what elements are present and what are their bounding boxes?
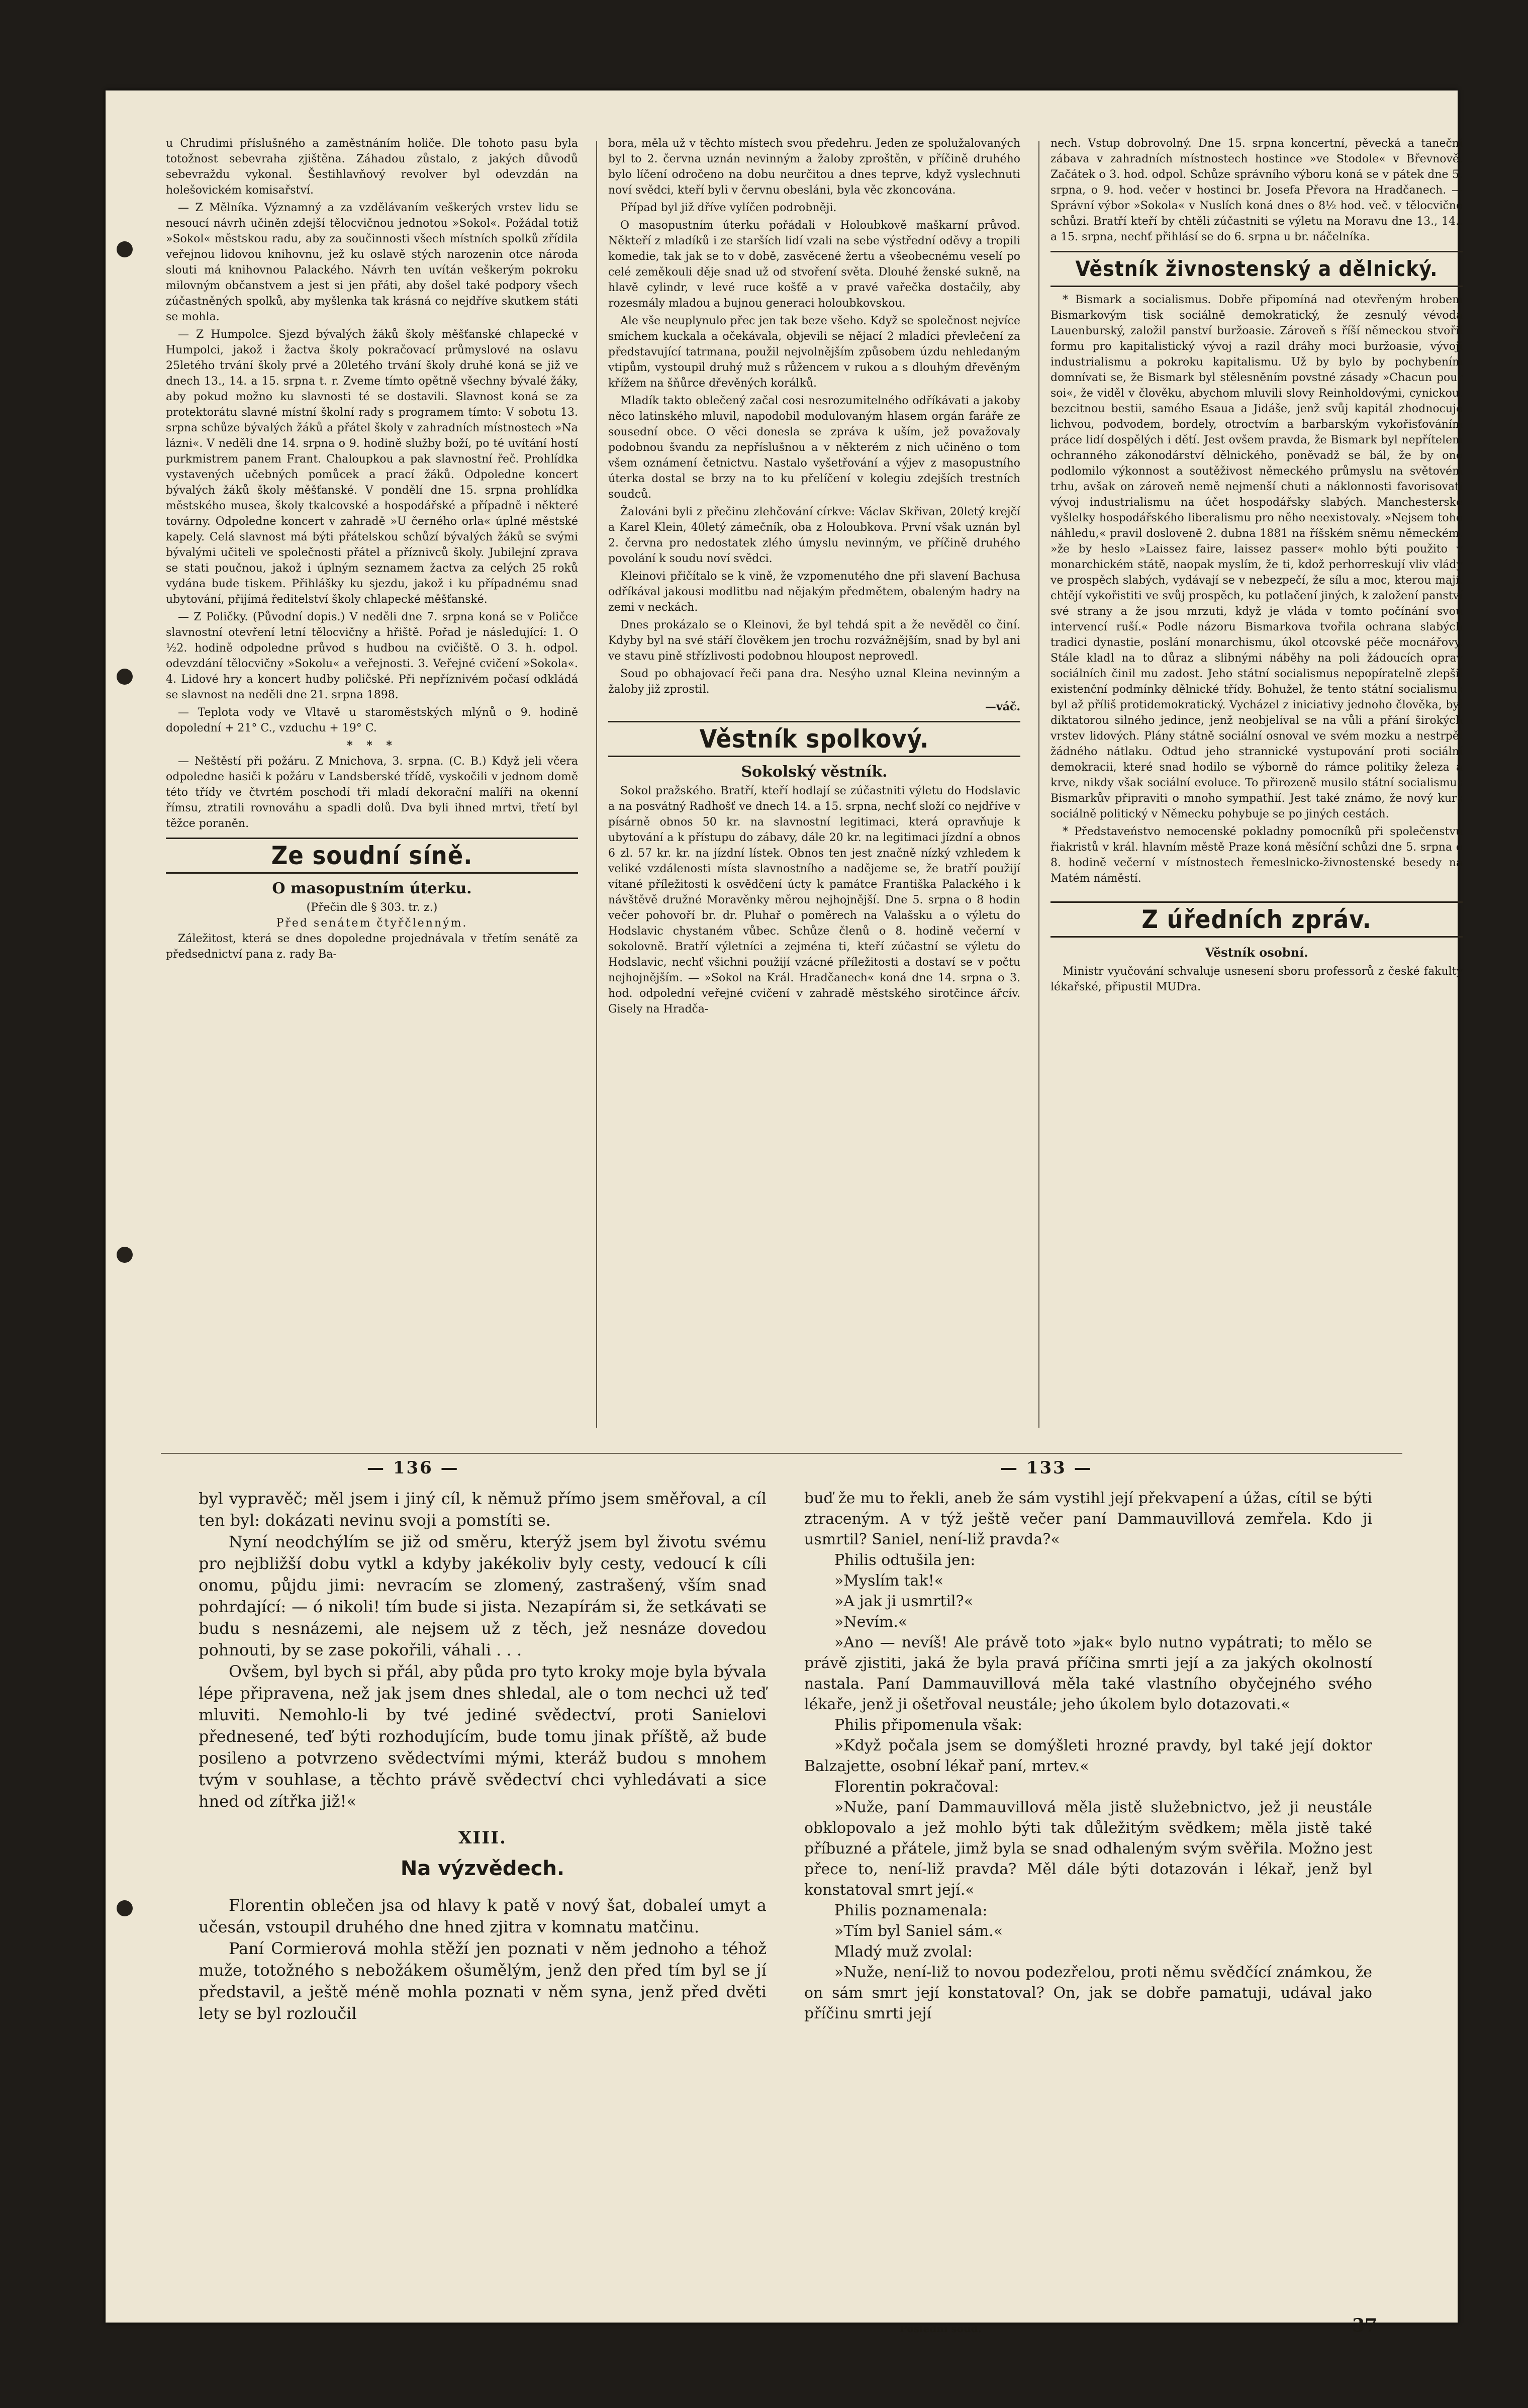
news-paragraph: Žalováni byli z přečinu zlehčování církve: Václav Skřivan, 20letý krejčí a Karel Klein, 40letý zámečník, oba z Holoubkova. První však uznán byl 2. června pro nedostatek zlého úmyslu nevinným, ve příčině druhého povolání k soudu noví svědci.	[608, 506, 1020, 565]
feuilleton-rule	[161, 1453, 1402, 1454]
news-paragraph: Ministr vyučování schvaluje usnesení sboru professorů z české fakulty lékařské, připustil MUDra.	[1050, 965, 1463, 993]
novel-paragraph: »Nuže, není-liž to novou podezřelou, proti němu svědčící známkou, že on sám smrt její konstatoval? On, jak se dobře pamatuji, udával jako příčinu smrti její	[804, 1964, 1372, 2022]
section-heading-court: Ze soudní síně.	[166, 838, 578, 874]
binding-hole	[117, 241, 133, 257]
novel-paragraph: Florentin pokračoval:	[834, 1778, 999, 1796]
novel-paragraph: »Nuže, paní Dammauvillová měla jistě služebnictvo, jež ji neustále obklopovalo a jež mohlo býti tak důležitým svědkem; měla jistě také příbuzné a přátele, jimž byla se snad odhaleným svým svěřila. Možno jest přece to, není-liž pravda? Měl dále býti dotazován i lékař, jenž byl konstatoval smrt její.«	[804, 1799, 1372, 1899]
column-rule	[596, 141, 597, 1428]
news-column-3	[1050, 136, 1463, 997]
chapter-number: XIII.	[458, 1828, 507, 1848]
news-paragraph: — Z Humpolce. Sjezd bývalých žáků školy měšťanské chlapecké v Humpolci, jakož i žactva školy pokračovací průmyslové na oslavu 25letého trvání školy prvé a 20letého trvání školy druhé koná se již ve dnech 13., 14. a 15. srpna t. r. Zveme tímto opětně všechny bývalé žáky, aby pokud možno ku slavnosti té se dostavili. Slavnost koná se za protektorátu slavné místní školní rady s programem tímto: V sobotu 13. srpna schůze bývalých žáků a přátel školy v zahradních místnostech »Na lázni«. V neděli dne 14. srpna o 9. hodině služby boží, po té uvítání hostí purkmistrem panem Frant. Chaloupkou a pak slavnostní řeč. Prohlídka vystavených učebných pomůcek a prací žáků. Odpoledne koncert bývalých žáků školy měšťanské. V pondělí dne 15. srpna prohlídka městského musea, školy tkalcovské a hospodářské a případně i některé továrny. Odpoledne koncert v zahradě »U černého orla« úplné městské kapely. Celá slavnost má býti přátelskou schůzí bývalých žáků se svými bývalými učiteli ve společnosti přátel a příznivců školy. Jubilejní zprava se stati poučnou, jakož i úplným seznamem žactva za celých 25 roků vydána bude tiskem. Přihlášky ku sjezdu, jakož i ku případnému snad ubytování, přijímá ředitelství školy chlapecké měšťanské.	[166, 328, 578, 606]
binding-hole	[117, 669, 133, 685]
news-paragraph: O masopustním úterku pořádali v Holoubkově maškarní průvod. Někteří z mladíků i ze starších lidí vzali na sebe výstřední oděvy a tropili komedie, tak jak se to v době, zasvěcené žertu a všeobecnému veselí po celé zeměkouli děje snad už od stvoření světa. Dlouhé ženské sukně, na hlavě cylindr, v levé ruce košťě a v pravé vařečka dostačily, aby rozesmály mladou a bujnou generaci holoubkovskou.	[608, 219, 1020, 310]
novel-paragraph: Mladý muž zvolal:	[834, 1943, 973, 1961]
article-senate: Před senátem čtyřčlenným.	[276, 917, 468, 930]
section-heading-associations: Věstník spolkový.	[608, 721, 1020, 757]
news-paragraph: Dnes prokázalo se o Kleinovi, že byl tehdá spit a že nevěděl co činí. Kdyby byl na své stáří člověkem jen trochu rozvážnějším, snad by byl ani ve stavu pině střízlivosti podobnou hloupost neprovedl.	[608, 619, 1020, 663]
news-paragraph: Záležitost, která se dnes dopoledne projednávala v třetím senátě za předsednictví pana z. rady Ba-	[166, 933, 578, 961]
novel-paragraph: Ovšem, byl bych si přál, aby půda pro tyto kroky moje byla bývala lépe připravena, než jak jsem dnes shledal, ale o tom nechci už teď mluviti. Nemohlo-li by tvé jediné svědectví, proti Sanielovi přednesené, teď býti rozhodujícím, bude tomu jinak příště, až bude posileno a potvrzeno svědectvími mými, kteráž budou s mnohem tvým v souhlase, a těchto právě svědectví chci vyhledávati a sice hned od zítřka již!«	[199, 1662, 767, 1811]
page-number-right: — 133 —	[1000, 1458, 1093, 1478]
column-rule	[1038, 141, 1039, 1428]
news-paragraph: u Chrudimi příslušného a zaměstnáním holiče. Dle tohoto pasu byla totožnost sebevraha zjištěna. Záhadou zůstalo, z jakých důvodů sebevraždu vykonal. Šestihlavňový revolver byl odevzdán na holešovickém komisařství.	[166, 137, 578, 197]
subsection-title: Věstník osobní.	[1205, 945, 1308, 960]
news-paragraph: * Bismark a socialismus. Dobře připomíná nad otevřeným hrobem Bismarkovým tisk sociálně demokratický, že zesnulý vévoda Lauenburský, založil panství buržoasie. Zároveň s říší německou stvořil formu pro kapitalistický vývoj a razil dráhy moci buržoasie, vývoji industrialismu a pokroku kapitalismu. Už by bylo by pochybením domnívati se, že Bismark byl stělesněním povstné zásady »Chacun pour soi«, že viděl v člověku, abychom mluvili slovy Reinholdovými, cynickou, bezcitnou bestii, samého Esaua a Jidáše, jenž svůj kapitál zhodnocuje lichvou, podvodem, bordely, otroctvím a barbarským vykořisťováním práce lidí dospělých i dětí. Jest ovšem pravda, že Bismark byl nepřítelem ochranného zákonodárství dělnického, poněvadž se bál, že by ono podlomilo výkonnost a soutěživost německého průmyslu na světovém trhu, avšak on zároveň nemě nejmenší chuti a náklonnosti favorisovati vývoj industrialismu na účet hospodářsky slabých. Manchesterské vyšlelky hospodářského liberalismu pro něho neexistovaly. »Nejsem toho náhledu,« pravil dosloveně 2. dubna 1881 na říšském sněmu německém, »že by heslo »Laissez faire, laissez passer« mohlo býti použito v monarchickém státě, naopak myslím, že ti, kdož perhorreskují vliv vlády ve prospěch slabých, vydávají se v nebezpečí, že sílu a moc, kterou mají, chtějí vykořistiti ve svůj prospěch, ku potlačení jiných, k založení panství své strany a že jsou mrzuti, když je vláda v tomto počínání svou intervencí ruší.« Podle názoru Bismarkova tvořila ochrana slabých tradici dynastie, poslání monarchismu, úkol otcovské péče mocnářovy. Stále kladl na to důraz a slibnými náběhy na poli žádoucích oprav sociálních činil mu zadost. Jeho státní socialismus nepopíratelně zlepšil existenční podmínky dělnické třídy. Bohužel, že tento státní socialismus byl až příliš protidemokratický. Vycházel z iniciativy jednoho člověka, byl diktatorou silného jedince, jenž neobjelíval se na vůli a přání širokých vrstev lidových. Plány státně sociální osnoval ve svém mozku a nestrpěl žádného nátlaku. Odtud jeho strannické vystupování proti sociální demokracii, které snad hodilo se výborně do rámce politiky železa a krve, nikdy však sociální evoluce. To přirozeně musilo státní socialismus Bismarkův připraviti o mnoho sympathií. Jest také známo, že nový kurs sociálně politický v Německu pohybuje se po jiných cestách.	[1050, 294, 1463, 820]
news-paragraph: bora, měla už v těchto místech svou předehru. Jeden ze spolužalovaných byl to 2. června uznán nevinným a žaloby zproštěn, v příčině druhého bylo líčení odročeno na dobu neurčitou a dnes teprve, když vyslechnuti noví svědci, kteří byli v červnu obesláni, byla věc zkoncována.	[608, 137, 1020, 197]
news-paragraph: Kleinovi přičítalo se k vině, že vzpomenutého dne při slavení Bachusa odříkával jakousi modlitbu nad nějakým předmětem, obaleným hadry na zemi v neckách.	[608, 570, 1020, 614]
novel-paragraph: »Nevím.«	[834, 1613, 908, 1631]
section-heading-official: Z úředních zpráv.	[1050, 901, 1463, 938]
news-paragraph: nech. Vstup dobrovolný. Dne 15. srpna koncertní, pěvecká a taneční zábava v zahradních místnostech hostince »ve Stodole« v Břevnově. Začátek o 3. hod. odpol. Schůze správního výboru koná se v pátek dne 5. srpna, o 9. hod. večer v hostinci br. Josefa Převora na Hradčanech. — Správní výbor »Sokola« v Nuslích koná dnes o 8½ hod. več. v tělocvičně schůzi. Bratří kteří by chtěli zúčastniti se výletu na Moravu dne 13., 14., a 15. srpna, nechť přihlásí se do 6. srpna u br. náčelníka.	[1050, 137, 1463, 243]
news-paragraph: Mladík takto oblečený začal cosi nesrozumitelného odříkávati a jakoby něco latinského mluvil, napodobil modulovaným hlasem orgán faráře ze sousední obce. O věci donesla se zpráva k uším, jež považovaly podobnou švandu za nepříslušnou a v některém z nich učiněno o tom všem oznámení četnictvu. Nastalo vyšetřování a výjev z masopustního úterka dostal se brzy na to ku přelíčení v kolegiu zdejších trestních soudců.	[608, 395, 1020, 501]
novel-paragraph: byl vypravěč; měl jsem i jiný cíl, k němuž přímo jsem směřoval, a cíl ten byl: dokázati nevinu svoji a pomstíti se.	[199, 1489, 767, 1530]
novel-paragraph: »Tím byl Saniel sám.«	[834, 1922, 1003, 1940]
article-title: O masopustním úterku.	[272, 880, 472, 897]
novel-page-right	[804, 1488, 1372, 2024]
novel-paragraph: »Myslím tak!«	[834, 1572, 944, 1590]
novel-page-left	[199, 1488, 767, 2024]
novel-footer-title: Poslední soud.	[900, 2323, 982, 2335]
article-reference: (Přečin dle § 303. tr. z.)	[306, 901, 438, 914]
sheet-number: 37	[1352, 2315, 1378, 2336]
binding-hole	[117, 1900, 133, 1916]
news-column-1	[166, 136, 578, 964]
news-paragraph: — Z Poličky. (Původní dopis.) V neděli dne 7. srpna koná se v Poličce slavnostní otevření letní tělocvičny a hřiště. Pořad je následující: 1. O ½2. hodině odpoledne průvod s hudbou na cvičiště. O 3. h. odpol. odevzdání tělocvičny »Sokolu« a veřejnosti. 3. Veřejné cvičení »Sokola«. 4. Lidové hry a koncert hudby poličské. Při nepříznivém počasí odkládá se slavnost na neděli dne 21. srpna 1898.	[166, 611, 578, 701]
news-paragraph: Případ byl již dříve vylíčen podrobněji.	[620, 202, 837, 214]
article-signoff: —váč.	[985, 700, 1020, 713]
news-paragraph: — Neštěstí při požáru. Z Mnichova, 3. srpna. (C. B.) Když jeli včera odpoledne hasiči k požáru v Landsberské třídě, vyskočili v jednom domě této třídy ve čtvrtém poschodí tři mladí dekorační malíři na okenní římsu, ztratili rovnováhu a spadli dolů. Dva byli ihned mrtvi, třetí byl těžce poraněn.	[166, 755, 578, 830]
news-paragraph: Ale vše neuplynulo přec jen tak beze všeho. Když se společnost nejvíce smíchem kuckala a očekávala, objevili se nějací 2 mladíci převlečení za představující tatrmana, použil nejvolnějším způsobem úzdu nehledaným vtipům, vystoupil druhý muž s růžencem v rukou a s dlouhým dřevěným křížem na šňůrce dřevěných korálků.	[608, 315, 1020, 390]
novel-paragraph: Philis odtušila jen:	[834, 1551, 976, 1569]
news-paragraph: — Z Mělníka. Významný a za vzdělávaním veškerých vrstev lidu se nesoucí návrh učiněn zdejší tělocvičnou jednotou »Sokol«. Požádal totiž »Sokol« městskou radu, aby za součinnosti všech místních spolků zřídila veřejnou lidovou knihovnu, jež ku oslavě stých narozenin otce národa slouti má knihovnou Palackého. Návrh ten uvítán veškerým pokroku milovným občanstvem a jest si jen přáti, aby došel také podpory všech zúčastněných spolků, aby myšlenka tak krásná co nejdříve skutkem státi se mohla.	[166, 202, 578, 323]
section-heading-trade: Věstník živnostenský a dělnický.	[1050, 251, 1463, 287]
chapter-title: Na výzvědech.	[400, 1857, 565, 1880]
novel-paragraph: »Když počala jsem se domýšleti hrozné pravdy, byl také její doktor Balzajette, osobní lékař paní, mrtev.«	[804, 1737, 1372, 1775]
novel-paragraph: Philis poznamenala:	[834, 1902, 988, 1919]
novel-paragraph: buď že mu to řekli, aneb že sám vystihl její překvapení a úžas, cítil se býti ztraceným. A v týž ještě večer paní Dammauvillová zemřela. Kdo ji usmrtil? Saniel, není-liž pravda?«	[804, 1490, 1372, 1548]
novel-paragraph: »A jak ji usmrtil?«	[834, 1593, 974, 1610]
subsection-title: Sokolský věstník.	[741, 763, 888, 781]
news-paragraph: * Představeństvo nemocenské pokladny pomocníků při společenstvu řiakristů v král. hlavním městě Praze koná měsíční schůzi dne 5. srpna o 8. hodině večerní v místnostech řemeslnicko-živnostenské besedy na Matém náměstí.	[1050, 825, 1463, 885]
news-column-2	[608, 136, 1020, 1019]
news-paragraph: Soud po obhajovací řeči pana dra. Nesýho uznal Kleina nevinným a žaloby již zprostil.	[608, 668, 1020, 696]
novel-paragraph: Nyní neodchýlím se již od směru, kterýž jsem byl životu svému pro nejbližší dobu vytkl a kdyby jakékoliv byly cesty, vedoucí k cíli onomu, půjdu jimi: nevracím se zlomený, zastrašený, vším snad pohrdající: — ó nikoli! tím bude si jista. Nezapírám si, že setkávati se budu s nesnázemi, ale nejsem už z těch, jež nesnáze dovedou pohnouti, by se zase pokořili, váhali . . .	[199, 1532, 767, 1659]
novel-paragraph: Philis připomenula však:	[834, 1716, 1023, 1734]
newspaper-sheet	[106, 90, 1463, 2336]
novel-paragraph: Paní Cormierová mohla stěží jen poznati v něm jednoho a téhož muže, totožného s nebožákem ošumělým, jenž den před tím byl se jí představil, a ještě méně mohla poznati v něm syna, jenž před dvěti lety se byl rozloučil	[199, 1939, 767, 2023]
novel-paragraph: Florentin oblečen jsa od hlavy k patě v nový šat, dobaleí umyt a učesán, vstoupil druhého dne hned zjitra v komnatu matčinu.	[199, 1896, 767, 1936]
novel-paragraph: »Ano — nevíš! Ale právě toto »jak« bylo nutno vypátrati; to mělo se právě zjistiti, jaká že byla pravá příčina smrti její a za jakých okolností nastala. Paní Dammauvillová měla také vlastního obyčejného svého lékaře, jenž ji ošetřoval neustále; jeho úkolem bylo dotazovati.«	[804, 1634, 1372, 1713]
binding-hole	[117, 1247, 133, 1263]
page-number-left: — 136 —	[367, 1458, 459, 1478]
news-paragraph: Sokol pražského. Bratří, kteří hodlají se zúčastniti výletu do Hodslavic a na posvátný Radhošť ve dnech 14. a 15. srpna, nechť složí co nejdříve v písárně obnos 50 kr. na slavnostní legitimaci, která opravňuje k ubytování a k přístupu do zábavy, dále 20 kr. na legitimaci jízdní a obnos 6 zl. 57 kr. kr. na jízdní lístek. Obnos ten jest značně nízký vzhledem k veliké vzdálenosti místa slavnostního a nadějeme se, že bratří použijí vítané příležitosti k osvědčení úcty k památce Františka Palackého i k návštěvě družné Moravěnky měrou nejhojnější. Dne 5. srpna o 8 hodin večer pohovoří br. dr. Pluhař o poměrech na Valašsku a o výletu do Hodslavic chystaném vůbec. Schůze členů o 8. hodině večerní v sokolovně. Bratří výletníci a zejména ti, kteří zúčastní se výletu do Hodslavic, nechť všichni použijí vzácné příležitosti a dostaví se v počtu nejhojnějším. — »Sokol na Král. Hradčanech« koná dne 14. srpna o 3. hod. odpolední veřejné cvičení v zahradě městského sirotčince ářcív. Gisely na Hradča-	[608, 785, 1020, 1015]
news-paragraph: — Teplota vody ve Vltavě u staroměstských mlýnů o 9. hodině dopolední + 21° C., vzduchu + 19° C.	[166, 706, 578, 734]
binding-holes	[117, 90, 137, 2323]
section-stars: * * *	[347, 739, 397, 752]
